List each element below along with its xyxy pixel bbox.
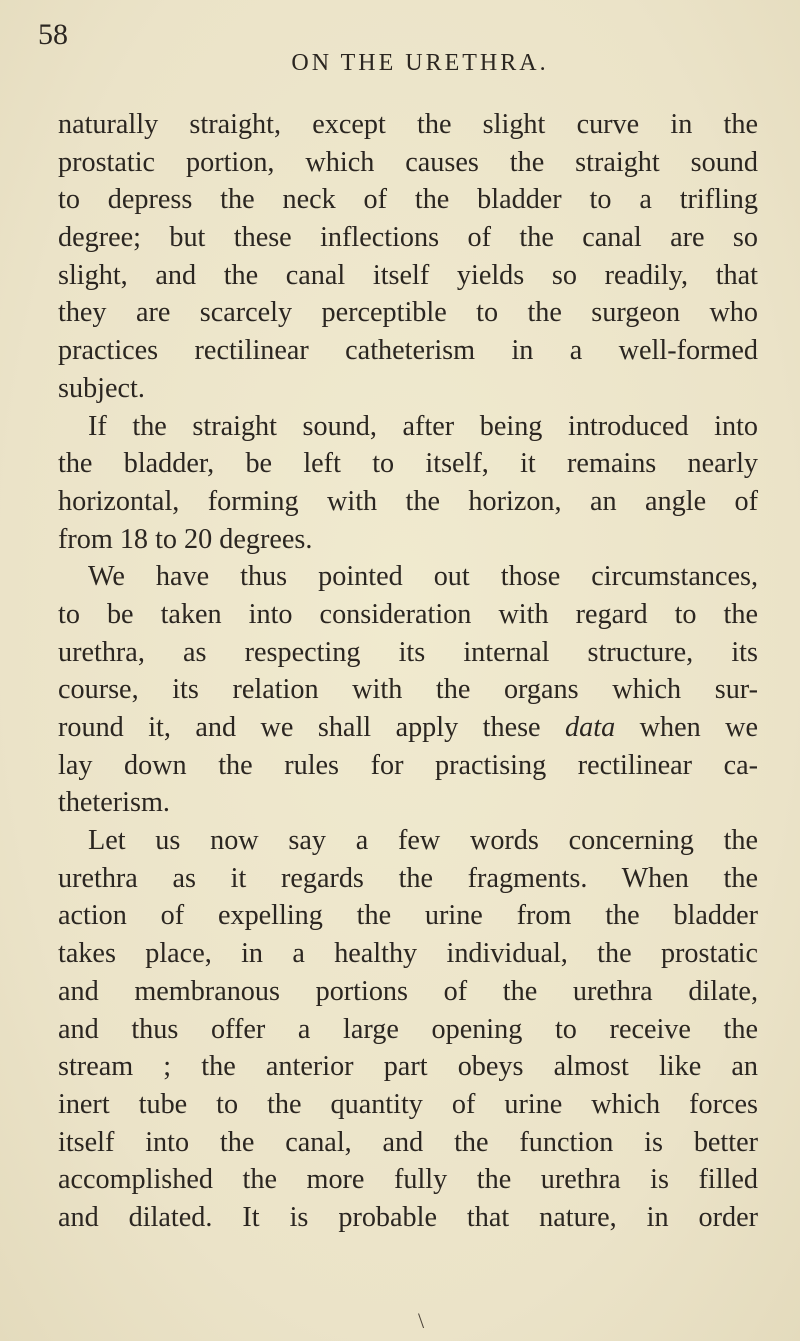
text-line: lay down the rules for practising rectilinear ca- bbox=[58, 749, 758, 781]
text-line: stream ; the anterior part obeys almost like an bbox=[58, 1051, 758, 1083]
text-line: Let us now say a few words concerning the bbox=[88, 825, 758, 857]
text-line: inert tube to the quantity of urine which forces bbox=[58, 1088, 758, 1120]
text-line: subject. bbox=[58, 372, 145, 404]
text-line: to be taken into consideration with regard to the bbox=[58, 598, 758, 630]
text-line: from 18 to 20 degrees. bbox=[58, 523, 313, 555]
text-line: takes place, in a healthy individual, the prostatic bbox=[58, 938, 758, 970]
italic-word: data bbox=[565, 712, 616, 743]
text-line: urethra as it regards the fragments. When the bbox=[58, 862, 758, 894]
text-segment: round it, and we shall apply these bbox=[58, 712, 541, 743]
text-line: prostatic portion, which causes the straight sound bbox=[58, 146, 758, 178]
text-line: naturally straight, except the slight curve in the bbox=[58, 109, 758, 140]
text-line: to depress the neck of the bladder to a trifling bbox=[58, 184, 758, 216]
text-line: the bladder, be left to itself, it remains nearly bbox=[58, 448, 758, 480]
text-line: and dilated. It is probable that nature, in order bbox=[58, 1201, 758, 1233]
page-number: 58 bbox=[38, 18, 68, 51]
text-line: and thus offer a large opening to receive the bbox=[58, 1013, 758, 1045]
running-head: ON THE URETHRA. bbox=[291, 50, 549, 76]
text-line: slight, and the canal itself yields so readily, that bbox=[58, 259, 758, 291]
text-line: We have thus pointed out those circumstances, bbox=[88, 561, 758, 593]
text-line: itself into the canal, and the function is better bbox=[58, 1126, 758, 1158]
text-line: action of expelling the urine from the bladder bbox=[58, 900, 758, 932]
text-line: accomplished the more fully the urethra is filled bbox=[58, 1164, 758, 1196]
text-line: course, its relation with the organs which sur- bbox=[58, 674, 758, 706]
text-line: If the straight sound, after being introduced into bbox=[88, 410, 758, 442]
text-line: urethra, as respecting its internal structure, its bbox=[58, 636, 758, 668]
text-line: horizontal, forming with the horizon, an angle of bbox=[58, 485, 758, 517]
text-line-with-italic bbox=[58, 709, 758, 747]
text-line: practices rectilinear catheterism in a well-formed bbox=[58, 335, 758, 367]
text-line: they are scarcely perceptible to the surgeon who bbox=[58, 297, 758, 329]
text-line: and membranous portions of the urethra dilate, bbox=[58, 975, 758, 1007]
text-segment: when we bbox=[615, 712, 759, 743]
text-line: theterism. bbox=[58, 787, 170, 819]
text-line: degree; but these inflections of the canal are so bbox=[58, 222, 758, 254]
body-text bbox=[58, 106, 758, 1237]
stray-mark: \ bbox=[418, 1308, 425, 1333]
